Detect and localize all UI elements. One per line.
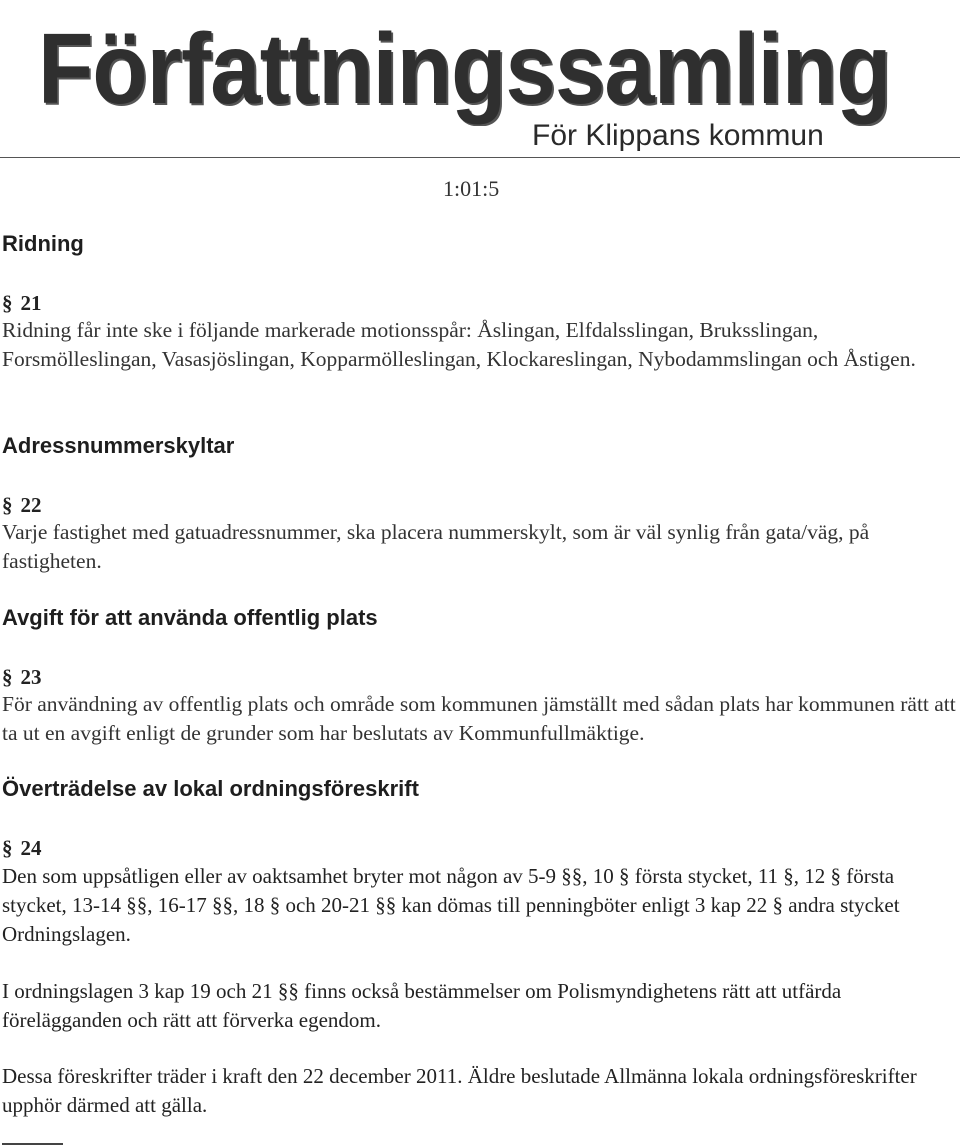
paragraph-number-24 (2, 835, 42, 861)
paragraph-number: 21 (20, 291, 42, 315)
paragraph-number-21 (2, 290, 42, 316)
ordningslagen-paragraph: I ordningslagen 3 kap 19 och 21 §§ finns också bestämmelser om Polismyndighetens rätt att utfärda förelägganden och rätt att förverka egendom. (2, 979, 842, 1032)
section-heading-avgift: Avgift för att använda offentlig plats (2, 605, 378, 630)
masthead-rule (0, 157, 960, 158)
section-heading-ridning: Ridning (2, 231, 84, 256)
section-symbol: § (2, 291, 13, 315)
page-number: 1:01:5 (443, 176, 500, 201)
paragraph-number: 24 (20, 836, 42, 860)
masthead-banner (0, 0, 960, 160)
paragraph-text-23: För användning av offentlig plats och område som kommunen jämställt med sådan plats har kommunen rätt att ta ut en avgift enligt de grunder som har beslutats av Kommunfullmäktige. (2, 692, 956, 745)
footnote-rule (2, 1143, 63, 1145)
paragraph-number-23 (2, 664, 42, 690)
section-symbol: § (2, 493, 13, 517)
masthead-title: Författningssamling (38, 13, 891, 125)
paragraph-number: 23 (20, 665, 42, 689)
section-heading-overtradelse: Överträdelse av lokal ordningsföreskrift (2, 776, 419, 801)
paragraph-number-22 (2, 492, 42, 518)
section-symbol: § (2, 665, 13, 689)
masthead-subtitle: För Klippans kommun (532, 119, 824, 152)
effective-date-paragraph: Dessa föreskrifter träder i kraft den 22 december 2011. Äldre beslutade Allmänna lokala ordningsföreskrifter upphör därmed att gälla. (2, 1064, 917, 1117)
paragraph-text-22: Varje fastighet med gatuadressnummer, ska placera nummerskylt, som är väl synlig från gata/väg, på fastigheten. (2, 520, 870, 573)
paragraph-text-24: Den som uppsåtligen eller av oaktsamhet bryter mot någon av 5-9 §§, 10 § första stycket, 11 §, 12 § första stycket, 13-14 §§, 16-17 §§, 18 § och 20-21 §§ kan dömas till penningböter enligt 3 kap 22 § andra stycket Ordningslagen. (2, 864, 900, 946)
section-symbol: § (2, 836, 13, 860)
paragraph-number: 22 (20, 493, 42, 517)
section-heading-adressnummerskyltar: Adressnummerskyltar (2, 433, 235, 458)
paragraph-text-21: Ridning får inte ske i följande markerade motionsspår: Åslingan, Elfdalsslingan, Bruksslingan, Forsmölleslingan, Vasasjöslingan, Kopparmölleslingan, Klockareslingan, Nybodammslingan och Åstigen. (2, 318, 916, 371)
